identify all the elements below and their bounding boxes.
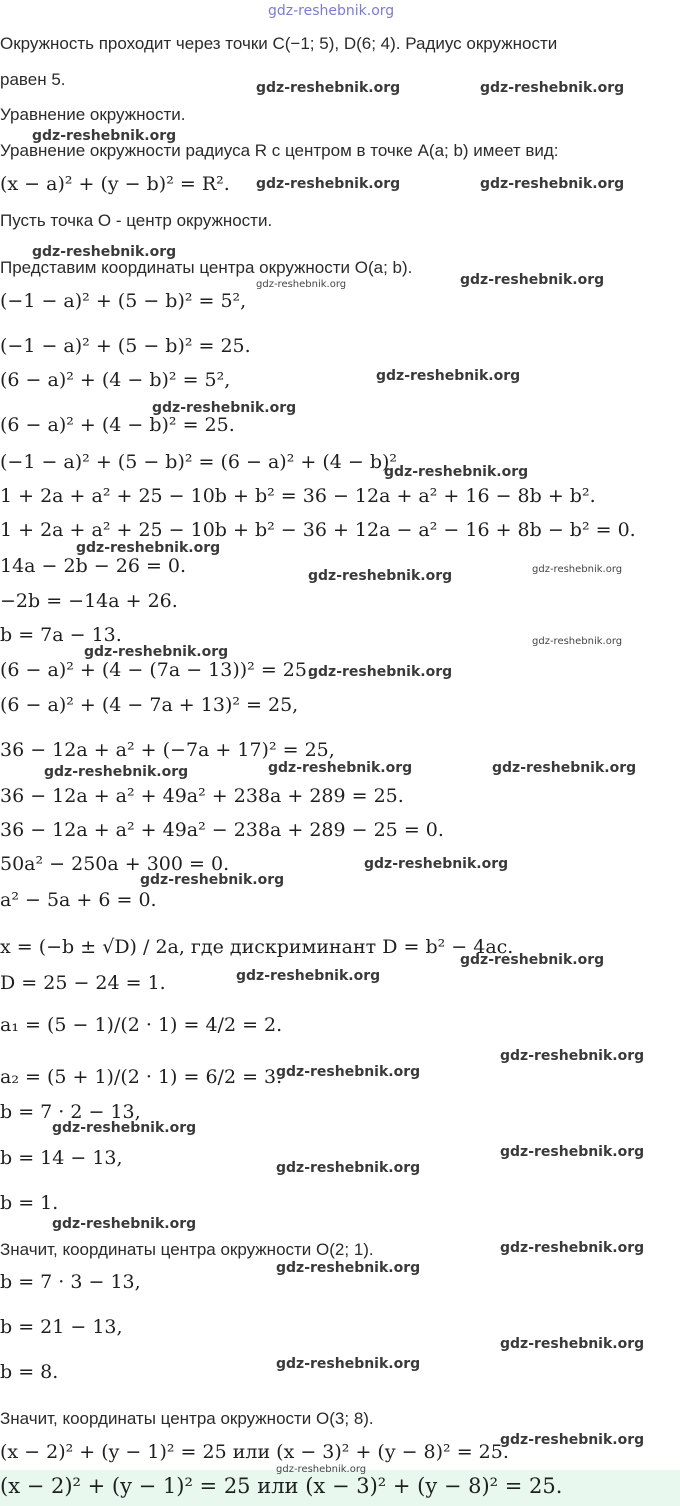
watermark: gdz-reshebnik.org bbox=[276, 1356, 421, 1372]
formula-line: (x − a)² + (y − b)² = R². bbox=[0, 173, 230, 195]
formula-line: a₁ = (5 − 1)/(2 · 1) = 4/2 = 2. bbox=[0, 1014, 283, 1036]
watermark: gdz-reshebnik.org bbox=[256, 279, 347, 290]
formula-line: 36 − 12a + a² + 49a² − 238a + 289 − 25 = 0. bbox=[0, 819, 444, 841]
step-line: Представим координаты центра окружности O(a; b). bbox=[0, 258, 413, 277]
watermark: gdz-reshebnik.org bbox=[32, 128, 177, 144]
problem-line-2: равен 5. bbox=[0, 70, 66, 89]
watermark: gdz-reshebnik.org bbox=[384, 464, 529, 480]
formula-line: 36 − 12a + a² + (−7a + 17)² = 25, bbox=[0, 739, 335, 761]
watermark: gdz-reshebnik.org bbox=[52, 1216, 197, 1232]
watermark: gdz-reshebnik.org bbox=[308, 568, 453, 584]
watermark: gdz-reshebnik.org bbox=[500, 1432, 645, 1448]
watermark: gdz-reshebnik.org bbox=[480, 176, 625, 192]
formula-line: (6 − a)² + (4 − 7a + 13)² = 25, bbox=[0, 694, 299, 716]
watermark: gdz-reshebnik.org bbox=[532, 636, 623, 647]
watermark: gdz-reshebnik.org bbox=[480, 80, 625, 96]
watermark: gdz-reshebnik.org bbox=[84, 644, 229, 660]
watermark: gdz-reshebnik.org bbox=[140, 872, 285, 888]
formula-line: x = (−b ± √D) / 2a, где дискриминант D = b² − 4ac. bbox=[0, 936, 514, 958]
watermark: gdz-reshebnik.org bbox=[308, 664, 453, 680]
formula-line: (x − 2)² + (y − 1)² = 25 или (x − 3)² + (y − 8)² = 25. bbox=[0, 1441, 509, 1463]
formula-line: a₂ = (5 + 1)/(2 · 1) = 6/2 = 3. bbox=[0, 1066, 283, 1088]
formula-line: b = 21 − 13, bbox=[0, 1316, 123, 1338]
watermark: gdz-reshebnik.org bbox=[152, 400, 297, 416]
problem-line-1: Окружность проходит через точки C(−1; 5), D(6; 4). Радиус окружности bbox=[0, 34, 558, 53]
watermark: gdz-reshebnik.org bbox=[500, 1336, 645, 1352]
watermark: gdz-reshebnik.org bbox=[268, 760, 413, 776]
watermark: gdz-reshebnik.org bbox=[460, 272, 605, 288]
formula-line: (6 − a)² + (4 − b)² = 5², bbox=[0, 369, 231, 391]
formula-line: (6 − a)² + (4 − (7a − 13))² = 25. bbox=[0, 659, 314, 681]
watermark: gdz-reshebnik.org bbox=[500, 1240, 645, 1256]
watermark: gdz-reshebnik.org bbox=[276, 1160, 421, 1176]
answer-line: (x − 2)² + (y − 1)² = 25 или (x − 3)² + (y − 8)² = 25. bbox=[0, 1474, 563, 1498]
formula-line: 1 + 2a + a² + 25 − 10b + b² − 36 + 12a − a² − 16 + 8b − b² = 0. bbox=[0, 519, 636, 541]
formula-line: b = 7 · 2 − 13, bbox=[0, 1101, 141, 1123]
formula-line: 1 + 2a + a² + 25 − 10b + b² = 36 − 12a + a² + 16 − 8b + b². bbox=[0, 485, 596, 507]
step-heading: Уравнение окружности. bbox=[0, 105, 186, 124]
formula-line: 14a − 2b − 26 = 0. bbox=[0, 555, 187, 577]
formula-line: 50a² − 250a + 300 = 0. bbox=[0, 853, 230, 875]
formula-line: b = 7 · 3 − 13, bbox=[0, 1271, 141, 1293]
watermark: gdz-reshebnik.org bbox=[460, 952, 605, 968]
formula-line: D = 25 − 24 = 1. bbox=[0, 972, 166, 994]
conclusion-line: Значит, координаты центра окружности O(2; 1). bbox=[0, 1240, 374, 1259]
formula-line: a² − 5a + 6 = 0. bbox=[0, 889, 157, 911]
formula-line: b = 8. bbox=[0, 1361, 59, 1383]
watermark: gdz-reshebnik.org bbox=[500, 1048, 645, 1064]
watermark: gdz-reshebnik.org bbox=[276, 1464, 367, 1475]
top-watermark: gdz-reshebnik.org bbox=[268, 3, 395, 19]
watermark: gdz-reshebnik.org bbox=[364, 856, 509, 872]
watermark: gdz-reshebnik.org bbox=[276, 1260, 421, 1276]
formula-line: (−1 − a)² + (5 − b)² = 5², bbox=[0, 290, 247, 312]
watermark: gdz-reshebnik.org bbox=[256, 80, 401, 96]
conclusion-line: Значит, координаты центра окружности O(3; 8). bbox=[0, 1409, 374, 1428]
watermark: gdz-reshebnik.org bbox=[492, 760, 637, 776]
step-line: Пусть точка O - центр окружности. bbox=[0, 211, 273, 230]
watermark: gdz-reshebnik.org bbox=[32, 244, 177, 260]
watermark: gdz-reshebnik.org bbox=[256, 176, 401, 192]
formula-line: 36 − 12a + a² + 49a² + 238a + 289 = 25. bbox=[0, 785, 404, 807]
formula-line: (6 − a)² + (4 − b)² = 25. bbox=[0, 414, 235, 436]
formula-line: −2b = −14a + 26. bbox=[0, 590, 178, 612]
formula-line: (−1 − a)² + (5 − b)² = (6 − a)² + (4 − b)² bbox=[0, 451, 398, 473]
step-line: Уравнение окружности радиуса R с центром в точке A(a; b) имеет вид: bbox=[0, 141, 559, 160]
formula-line: (−1 − a)² + (5 − b)² = 25. bbox=[0, 335, 251, 357]
watermark: gdz-reshebnik.org bbox=[76, 540, 221, 556]
watermark: gdz-reshebnik.org bbox=[376, 368, 521, 384]
watermark: gdz-reshebnik.org bbox=[500, 1144, 645, 1160]
watermark: gdz-reshebnik.org bbox=[532, 564, 623, 575]
watermark: gdz-reshebnik.org bbox=[236, 968, 381, 984]
watermark: gdz-reshebnik.org bbox=[44, 764, 189, 780]
formula-line: b = 1. bbox=[0, 1192, 59, 1214]
watermark: gdz-reshebnik.org bbox=[276, 1064, 421, 1080]
formula-line: b = 7a − 13. bbox=[0, 624, 122, 646]
watermark: gdz-reshebnik.org bbox=[52, 1120, 197, 1136]
formula-line: b = 14 − 13, bbox=[0, 1147, 123, 1169]
